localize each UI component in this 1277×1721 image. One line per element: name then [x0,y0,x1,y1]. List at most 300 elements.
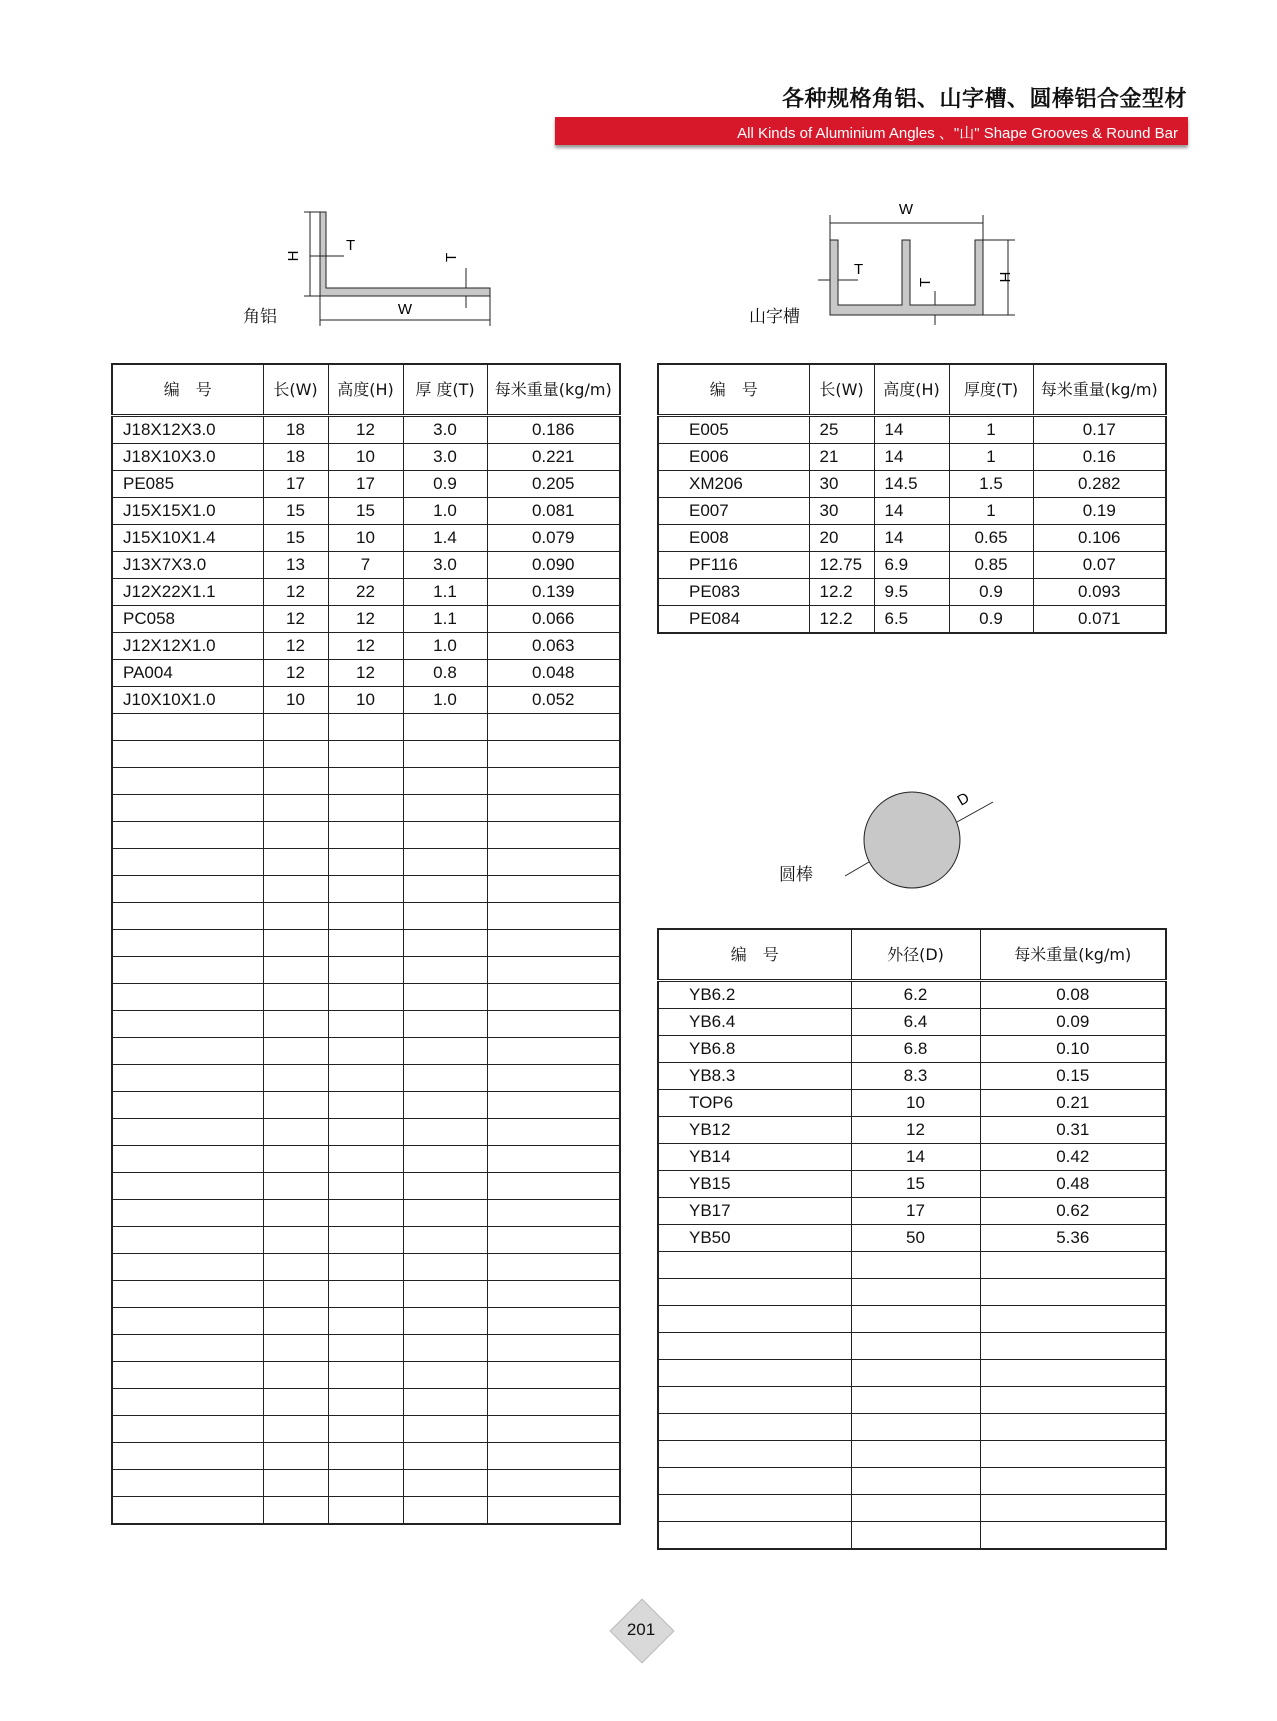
table-cell [851,1252,980,1279]
table-cell [980,1522,1166,1550]
table-cell [487,849,620,876]
empty-table-row [658,1333,1166,1360]
table-cell: 12 [263,606,328,633]
table-cell [328,1119,403,1146]
table-cell [328,1335,403,1362]
groove-spec-table [657,363,1167,634]
table-row [112,606,620,633]
table-row [658,1036,1166,1063]
table-cell [658,1306,851,1333]
table-cell [851,1279,980,1306]
table-cell [112,822,263,849]
table-cell: 12 [851,1117,980,1144]
table-cell [112,903,263,930]
table-cell [328,1308,403,1335]
table-cell: 0.052 [487,687,620,714]
table-cell: 1.0 [403,633,487,660]
table-row [658,1225,1166,1252]
table-cell [263,1119,328,1146]
table-cell [263,1335,328,1362]
table-cell [112,1470,263,1497]
table-cell [112,1308,263,1335]
table-cell: 14 [874,498,949,525]
table-cell [112,930,263,957]
table-row [658,606,1166,634]
table-cell: 0.079 [487,525,620,552]
angle-profile-diagram [270,200,510,330]
table-cell [328,1227,403,1254]
table-cell [328,876,403,903]
table-cell: 7 [328,552,403,579]
column-header: 编 号 [112,364,263,416]
table-cell [263,903,328,930]
table-cell [487,1173,620,1200]
empty-table-row [112,741,620,768]
table-cell [112,876,263,903]
table-cell: 6.8 [851,1036,980,1063]
table-cell [487,741,620,768]
table-cell: 0.62 [980,1198,1166,1225]
table-cell [980,1441,1166,1468]
table-cell: 0.186 [487,416,620,444]
table-cell [658,1468,851,1495]
table-cell [328,1362,403,1389]
table-cell: 22 [328,579,403,606]
table-cell [487,1416,620,1443]
table-cell [851,1495,980,1522]
table-cell [328,1092,403,1119]
table-cell [403,1038,487,1065]
table-cell: 12 [263,579,328,606]
table-cell: 15 [851,1171,980,1198]
table-cell: 0.9 [949,606,1033,634]
table-cell: 0.15 [980,1063,1166,1090]
table-cell [112,984,263,1011]
table-cell [112,741,263,768]
empty-table-row [112,849,620,876]
table-cell [112,1011,263,1038]
table-cell [403,1416,487,1443]
column-header: 厚度(T) [949,364,1033,416]
table-cell: 1 [949,444,1033,471]
table-cell [851,1306,980,1333]
table-row [658,498,1166,525]
table-cell: YB15 [658,1171,851,1198]
table-cell [403,1335,487,1362]
table-header-row [658,929,1166,981]
table-cell [487,1254,620,1281]
table-cell: 12.2 [809,579,874,606]
table-cell [328,1146,403,1173]
table-cell: 0.19 [1033,498,1166,525]
empty-table-row [658,1414,1166,1441]
table-row [658,1117,1166,1144]
empty-table-row [112,1416,620,1443]
table-cell [263,1038,328,1065]
table-cell: 6.9 [874,552,949,579]
table-cell [403,1173,487,1200]
table-cell [403,741,487,768]
table-cell [980,1468,1166,1495]
page-subtitle: All Kinds of Aluminium Angles 、"山" Shape Grooves & Round Bar [737,125,1178,142]
table-cell: 1.4 [403,525,487,552]
table-cell: 12 [328,416,403,444]
empty-table-row [112,1011,620,1038]
table-cell [403,1092,487,1119]
table-cell: PE085 [112,471,263,498]
table-cell [263,1470,328,1497]
table-cell: 12 [328,660,403,687]
empty-table-row [112,1254,620,1281]
table-cell [658,1333,851,1360]
table-cell [980,1306,1166,1333]
table-row [658,1090,1166,1117]
table-row [658,1009,1166,1036]
table-cell: 1.5 [949,471,1033,498]
table-cell: 6.5 [874,606,949,634]
table-cell: 0.221 [487,444,620,471]
table-cell [403,1146,487,1173]
table-row [112,498,620,525]
empty-table-row [112,1119,620,1146]
table-cell: YB6.8 [658,1036,851,1063]
table-cell [328,1011,403,1038]
table-cell: PA004 [112,660,263,687]
empty-table-row [112,1038,620,1065]
table-cell: 10 [263,687,328,714]
angle-dim-t2: T [443,252,460,262]
table-cell [487,822,620,849]
table-cell: YB6.2 [658,981,851,1009]
table-cell: E008 [658,525,809,552]
table-cell [980,1333,1166,1360]
table-cell: 10 [328,687,403,714]
angle-dim-t1: T [346,237,356,254]
table-cell: 1.1 [403,579,487,606]
table-cell: 6.2 [851,981,980,1009]
empty-table-row [112,1308,620,1335]
table-cell: PE083 [658,579,809,606]
table-cell: 5.36 [980,1225,1166,1252]
table-cell [403,1443,487,1470]
table-cell: PC058 [112,606,263,633]
table-cell [263,1308,328,1335]
empty-table-row [112,984,620,1011]
table-cell [658,1522,851,1550]
table-cell [980,1279,1166,1306]
table-cell [658,1387,851,1414]
round-dim-d: D [954,789,973,810]
table-cell [487,768,620,795]
table-cell: 1.1 [403,606,487,633]
table-cell: 10 [328,525,403,552]
table-cell [112,1497,263,1525]
table-cell: YB8.3 [658,1063,851,1090]
table-cell [658,1360,851,1387]
table-cell [487,1281,620,1308]
table-row [112,416,620,444]
table-cell [658,1414,851,1441]
table-cell: 13 [263,552,328,579]
table-cell [328,984,403,1011]
empty-table-row [112,714,620,741]
page-title: 各种规格角铝、山字槽、圆棒铝合金型材 [781,87,1187,112]
table-cell: 15 [328,498,403,525]
table-cell: 0.081 [487,498,620,525]
table-cell: 30 [809,471,874,498]
table-cell [851,1360,980,1387]
table-cell [328,822,403,849]
table-cell: 0.31 [980,1117,1166,1144]
table-cell [403,822,487,849]
empty-table-row [112,1281,620,1308]
empty-table-row [112,1227,620,1254]
empty-table-row [112,1065,620,1092]
empty-table-row [658,1495,1166,1522]
table-cell [263,1497,328,1525]
table-cell [403,1065,487,1092]
table-cell: 18 [263,416,328,444]
table-cell: J18X12X3.0 [112,416,263,444]
table-cell: PE084 [658,606,809,634]
table-header-row [658,364,1166,416]
table-row [658,1171,1166,1198]
table-row [658,579,1166,606]
table-cell [658,1252,851,1279]
table-cell: 12 [328,633,403,660]
table-cell [403,1119,487,1146]
table-cell [112,768,263,795]
table-cell [403,849,487,876]
table-cell [328,768,403,795]
table-cell: 10 [851,1090,980,1117]
table-header-row [112,364,620,416]
table-cell [658,1279,851,1306]
table-cell: 1 [949,498,1033,525]
table-cell: 0.9 [949,579,1033,606]
column-header: 厚 度(T) [403,364,487,416]
table-cell [487,1443,620,1470]
table-cell: YB14 [658,1144,851,1171]
table-cell: 0.063 [487,633,620,660]
table-cell [403,1497,487,1525]
column-header: 编 号 [658,364,809,416]
table-cell [328,957,403,984]
table-cell: J12X12X1.0 [112,633,263,660]
table-cell: J13X7X3.0 [112,552,263,579]
table-cell [328,1416,403,1443]
empty-table-row [658,1252,1166,1279]
table-cell [328,930,403,957]
table-cell: YB17 [658,1198,851,1225]
empty-table-row [112,1200,620,1227]
empty-table-row [112,1497,620,1525]
table-cell [112,1173,263,1200]
table-row [112,525,620,552]
table-cell [263,1092,328,1119]
table-cell [403,768,487,795]
table-cell: 8.3 [851,1063,980,1090]
table-cell [851,1441,980,1468]
table-cell [403,930,487,957]
table-cell: YB50 [658,1225,851,1252]
table-cell [487,1065,620,1092]
table-cell [112,1119,263,1146]
table-cell [112,1335,263,1362]
table-row [112,633,620,660]
empty-table-row [112,903,620,930]
table-row [112,660,620,687]
table-cell: 0.85 [949,552,1033,579]
table-cell: 0.8 [403,660,487,687]
table-cell [263,930,328,957]
table-cell [328,1254,403,1281]
table-row [658,444,1166,471]
groove-profile-diagram [810,195,1030,335]
table-cell: J12X22X1.1 [112,579,263,606]
table-cell [487,930,620,957]
table-cell [487,1470,620,1497]
table-cell: J15X10X1.4 [112,525,263,552]
table-cell [112,1092,263,1119]
table-cell [403,1362,487,1389]
table-cell: E005 [658,416,809,444]
table-cell [263,1173,328,1200]
groove-dim-t2: T [917,277,934,287]
table-cell: 0.08 [980,981,1166,1009]
empty-table-row [658,1387,1166,1414]
table-cell: 12.2 [809,606,874,634]
table-row [658,471,1166,498]
table-cell [263,1011,328,1038]
page-number: 201 [626,1620,656,1639]
table-cell [403,1227,487,1254]
table-cell [403,1200,487,1227]
table-cell: 30 [809,498,874,525]
table-cell [403,1470,487,1497]
table-cell [487,1362,620,1389]
table-cell [263,1065,328,1092]
table-cell [263,714,328,741]
table-cell [112,1362,263,1389]
table-cell [112,1254,263,1281]
table-cell: YB6.4 [658,1009,851,1036]
table-cell [403,1011,487,1038]
table-cell [112,1443,263,1470]
table-row [112,471,620,498]
table-cell [263,1281,328,1308]
table-cell: 0.205 [487,471,620,498]
column-header: 高度(H) [874,364,949,416]
table-cell [487,1308,620,1335]
column-header: 每米重量(kg/m) [980,929,1166,981]
table-cell [980,1387,1166,1414]
table-cell [112,957,263,984]
column-header: 每米重量(kg/m) [487,364,620,416]
round-bar-spec-table [657,928,1167,1550]
empty-table-row [112,822,620,849]
empty-table-row [112,1470,620,1497]
table-cell [263,1443,328,1470]
angle-figure-label: 角铝 [243,307,277,327]
table-cell: XM206 [658,471,809,498]
table-cell [980,1360,1166,1387]
table-cell [328,1443,403,1470]
angle-dim-w: W [397,301,413,318]
table-row [658,1063,1166,1090]
empty-table-row [658,1360,1166,1387]
table-row [658,981,1166,1009]
table-cell [487,1497,620,1525]
empty-table-row [112,768,620,795]
table-cell [263,957,328,984]
angle-dim-h: H [285,250,302,262]
table-cell: 3.0 [403,416,487,444]
table-cell [851,1387,980,1414]
column-header: 长(W) [809,364,874,416]
table-cell [487,1119,620,1146]
table-cell [487,1335,620,1362]
table-row [658,1198,1166,1225]
table-cell [851,1522,980,1550]
table-cell: 0.65 [949,525,1033,552]
empty-table-row [658,1468,1166,1495]
groove-dim-h: H [996,271,1013,283]
table-cell: 0.282 [1033,471,1166,498]
table-row [112,687,620,714]
table-cell [328,1389,403,1416]
table-cell [263,795,328,822]
table-cell [980,1495,1166,1522]
table-cell: 0.17 [1033,416,1166,444]
table-cell [980,1414,1166,1441]
table-cell: 0.42 [980,1144,1166,1171]
empty-table-row [112,930,620,957]
table-cell [263,1416,328,1443]
table-cell: 0.106 [1033,525,1166,552]
table-cell: 0.9 [403,471,487,498]
table-cell [263,1254,328,1281]
table-cell: 3.0 [403,444,487,471]
column-header: 外径(D) [851,929,980,981]
table-cell: 14 [874,416,949,444]
table-cell: 17 [851,1198,980,1225]
empty-table-row [658,1279,1166,1306]
table-cell [487,984,620,1011]
table-cell: 0.16 [1033,444,1166,471]
table-cell [112,1227,263,1254]
table-row [658,552,1166,579]
table-cell: TOP6 [658,1090,851,1117]
table-cell: 14 [874,525,949,552]
table-cell: J15X15X1.0 [112,498,263,525]
table-cell [112,1065,263,1092]
table-cell: 14 [874,444,949,471]
table-cell [328,1065,403,1092]
table-cell: 0.048 [487,660,620,687]
table-cell [263,768,328,795]
table-cell [112,1146,263,1173]
table-cell [851,1333,980,1360]
table-cell: PF116 [658,552,809,579]
table-cell [403,1254,487,1281]
empty-table-row [112,1362,620,1389]
empty-table-row [112,1146,620,1173]
table-cell: 0.10 [980,1036,1166,1063]
table-cell [112,714,263,741]
table-cell [328,1281,403,1308]
round-bar-diagram [835,778,1010,898]
